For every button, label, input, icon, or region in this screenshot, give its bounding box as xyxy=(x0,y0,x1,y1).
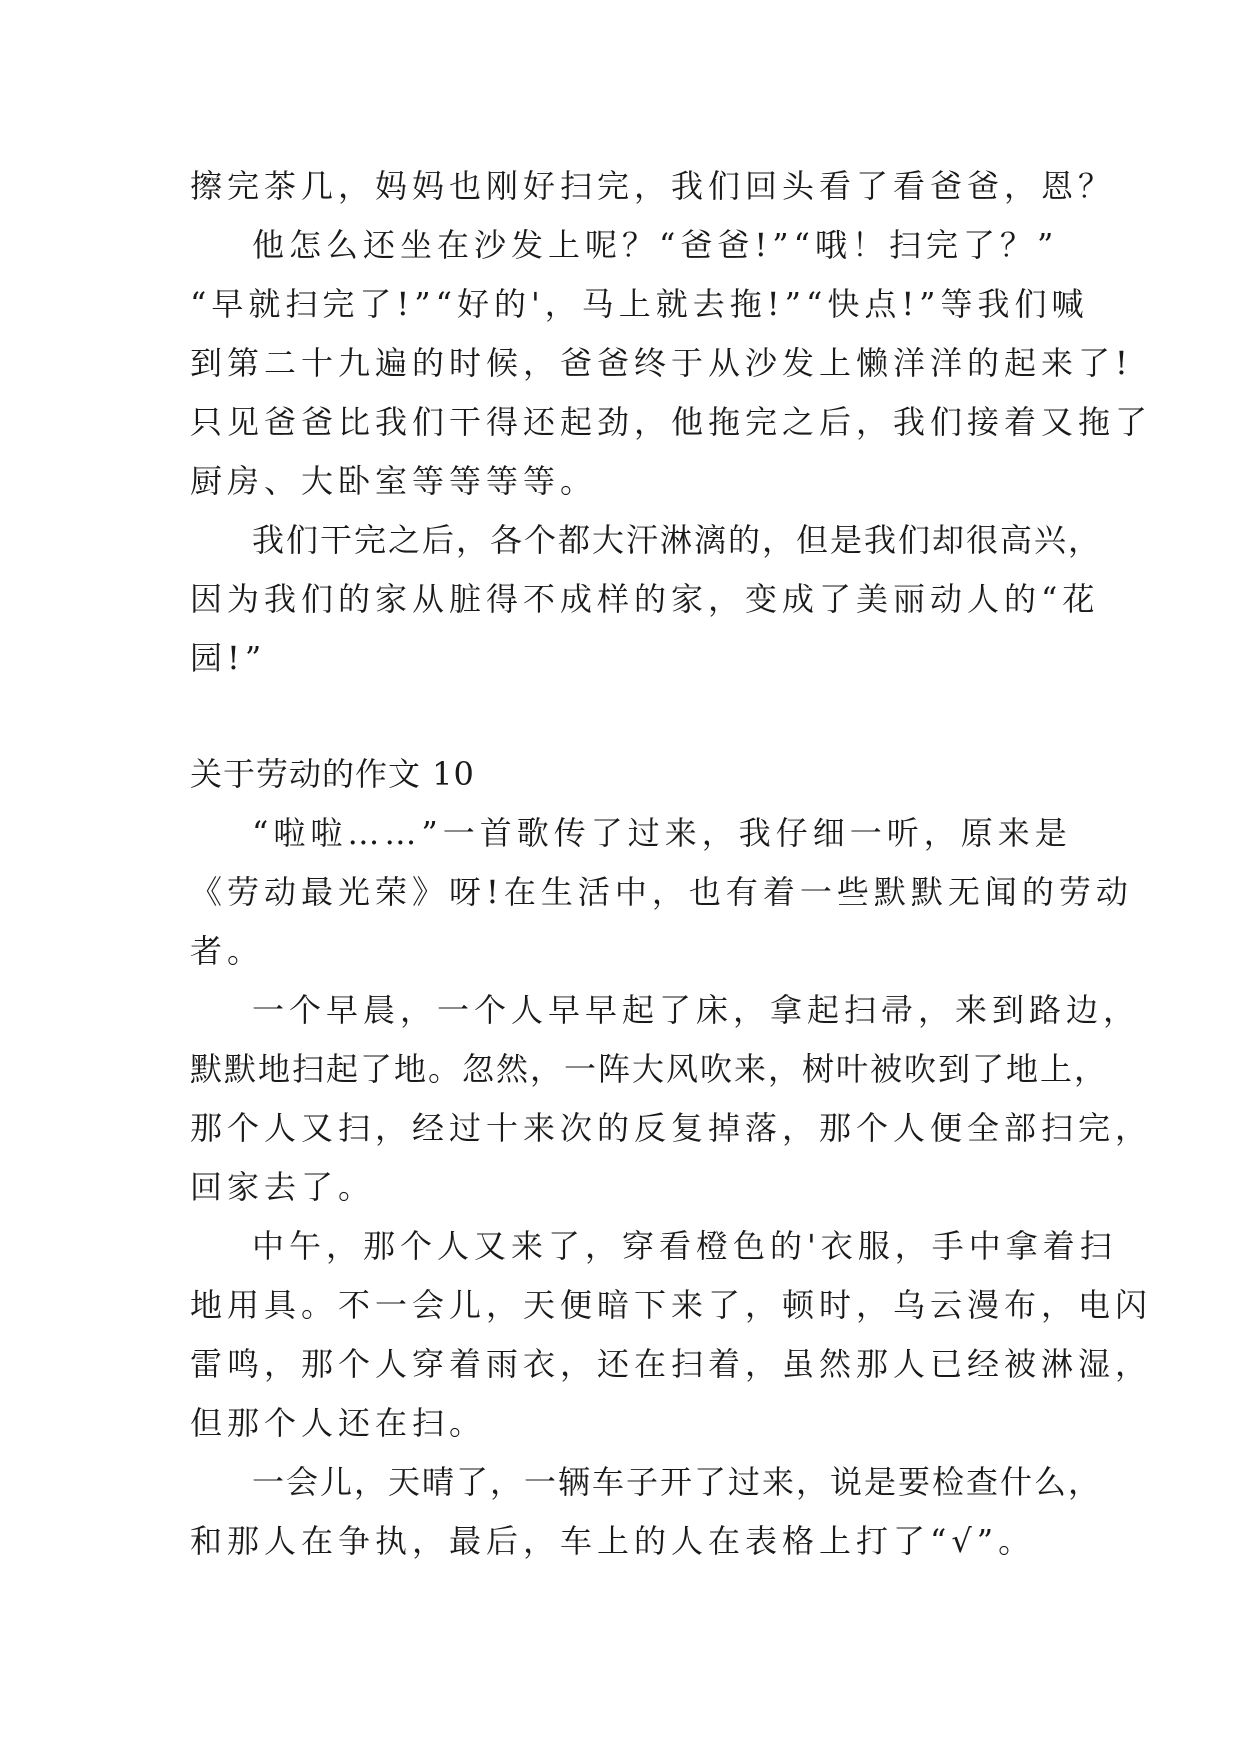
text-line: 厨房、大卧室等等等等。 xyxy=(190,462,598,500)
text-line: “早就扫完了!”“好的'，马上就去拖!”“快点!”等我们喊 xyxy=(190,285,1089,323)
text-line: 雷鸣，那个人穿着雨衣，还在扫着，虽然那人已经被淋湿， xyxy=(190,1345,1153,1383)
text-line: “啦啦……”一首歌传了过来，我仔细一听，原来是 xyxy=(252,814,1072,852)
section-heading: 关于劳动的作文 10 xyxy=(190,755,475,793)
text-line: 他怎么还坐在沙发上呢？“爸爸!”“哦！扫完了？” xyxy=(252,226,1059,264)
text-line: 到第二十九遍的时候，爸爸终于从沙发上懒洋洋的起来了! xyxy=(190,344,1133,382)
text-line: 园!” xyxy=(190,639,267,677)
text-line: 那个人又扫，经过十来次的反复掉落，那个人便全部扫完， xyxy=(190,1109,1153,1147)
text-line: 因为我们的家从脏得不成样的家，变成了美丽动人的“花 xyxy=(190,580,1100,618)
text-line: 回家去了。 xyxy=(190,1168,376,1206)
text-line: 只见爸爸比我们干得还起劲，他拖完之后，我们接着又拖了 xyxy=(190,403,1153,441)
text-line: 地用具。不一会儿，天便暗下来了，顿时，乌云漫布，电闪 xyxy=(190,1286,1153,1324)
text-line: 者。 xyxy=(190,932,265,970)
text-line: 但那个人还在扫。 xyxy=(190,1404,487,1442)
text-line: 默默地扫起了地。忽然，一阵大风吹来，树叶被吹到了地上， xyxy=(190,1050,1109,1088)
text-line: 《劳动最光荣》呀!在生活中，也有着一些默默无闻的劳动 xyxy=(190,873,1133,911)
text-line: 和那人在争执，最后，车上的人在表格上打了“√”。 xyxy=(190,1522,1036,1560)
text-line: 擦完茶几，妈妈也刚好扫完，我们回头看了看爸爸，恩？ xyxy=(190,167,1116,205)
text-line: 一会儿，天晴了，一辆车子开了过来，说是要检查什么， xyxy=(252,1463,1103,1501)
text-line: 中午，那个人又来了，穿看橙色的'衣服，手中拿着扫 xyxy=(252,1227,1117,1265)
text-line: 一个早晨，一个人早早起了床，拿起扫帚，来到路边， xyxy=(252,991,1141,1029)
text-line: 我们干完之后，各个都大汗淋漓的，但是我们却很高兴， xyxy=(252,521,1103,559)
